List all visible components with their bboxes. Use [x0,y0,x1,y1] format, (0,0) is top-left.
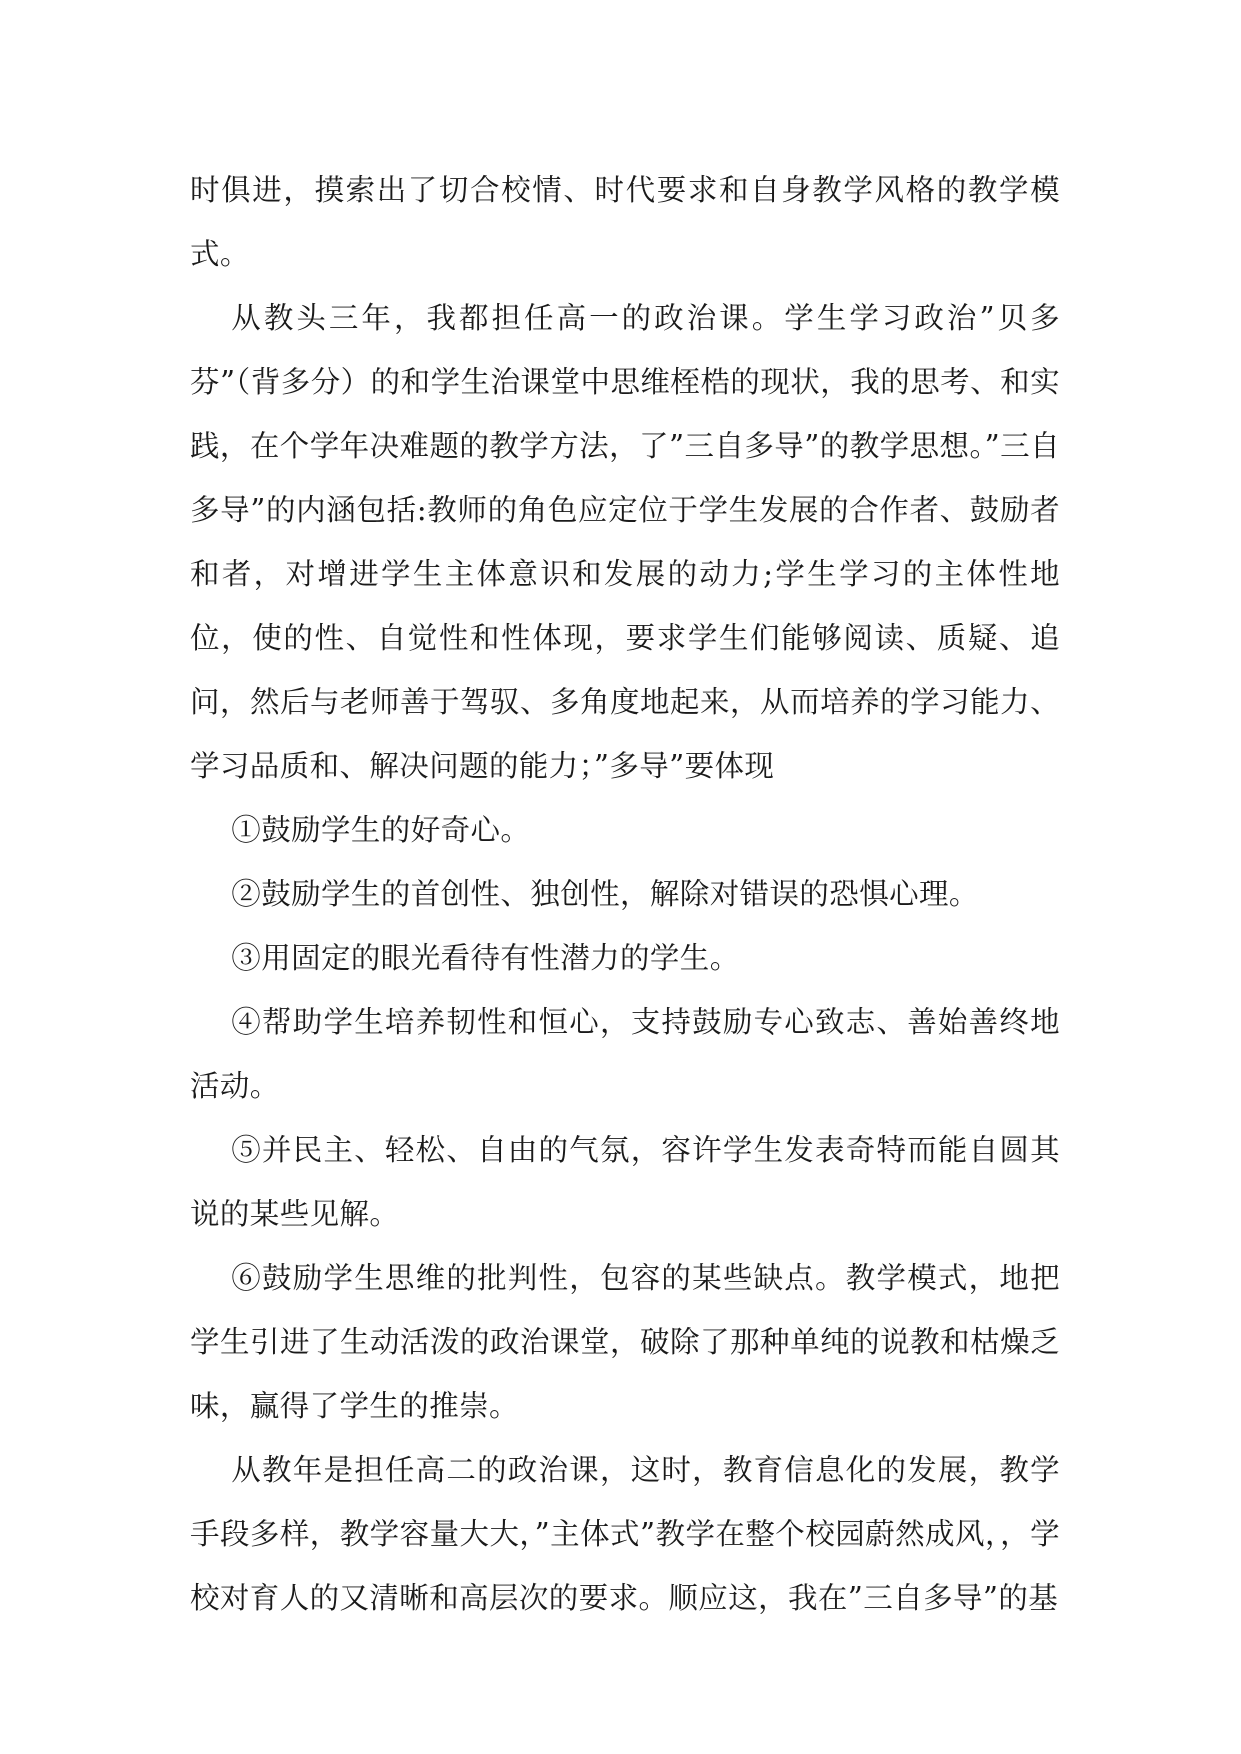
list-item-2: ②鼓励学生的首创性、独创性，解除对错误的恐惧心理。 [231,877,979,911]
list-item-3: ③用固定的眼光看待有性潜力的学生。 [231,941,740,975]
paragraph-1: 时俱进，摸索出了切合校情、时代要求和自身教学风格的教学模式。 [190,173,1060,271]
list-item-6: ⑥鼓励学生思维的批判性，包容的某些缺点。教学模式，地把学生引进了生动活泼的政治课堂，破除了那种单纯的说教和枯燥乏味，赢得了学生的推崇。 [190,1261,1060,1423]
list-item-4: ④帮助学生培养韧性和恒心，支持鼓励专心致志、善始善终地活动。 [190,1005,1060,1103]
document-body [190,158,1060,1630]
list-item-1: ①鼓励学生的好奇心。 [231,813,531,847]
paragraph-3: 从教年是担任高二的政治课，这时，教育信息化的发展，教学手段多样，教学容量大大，”主体式”教学在整个校园蔚然成风，，学校对育人的又清晰和高层次的要求。顺应这，我在”三自多导”的基 [190,1453,1060,1615]
list-item-5: ⑤并民主、轻松、自由的气氛，容许学生发表奇特而能自圆其说的某些见解。 [190,1133,1060,1231]
paragraph-2: 从教头三年，我都担任高一的政治课。学生学习政治”贝多芬”（背多分）的和学生治课堂中思维桎梏的现状，我的思考、和实践，在个学年决难题的教学方法，了”三自多导”的教学思想。”三自多导”的内涵包括:教师的角色应定位于学生发展的合作者、鼓励者和者，对增进学生主体意识和发展的动力;学生学习的主体性地位，使的性、自觉性和性体现，要求学生们能够阅读、质疑、追问，然后与老师善于驾驭、多角度地起来，从而培养的学习能力、学习品质和、解决问题的能力；”多导”要体现 [190,301,1060,783]
